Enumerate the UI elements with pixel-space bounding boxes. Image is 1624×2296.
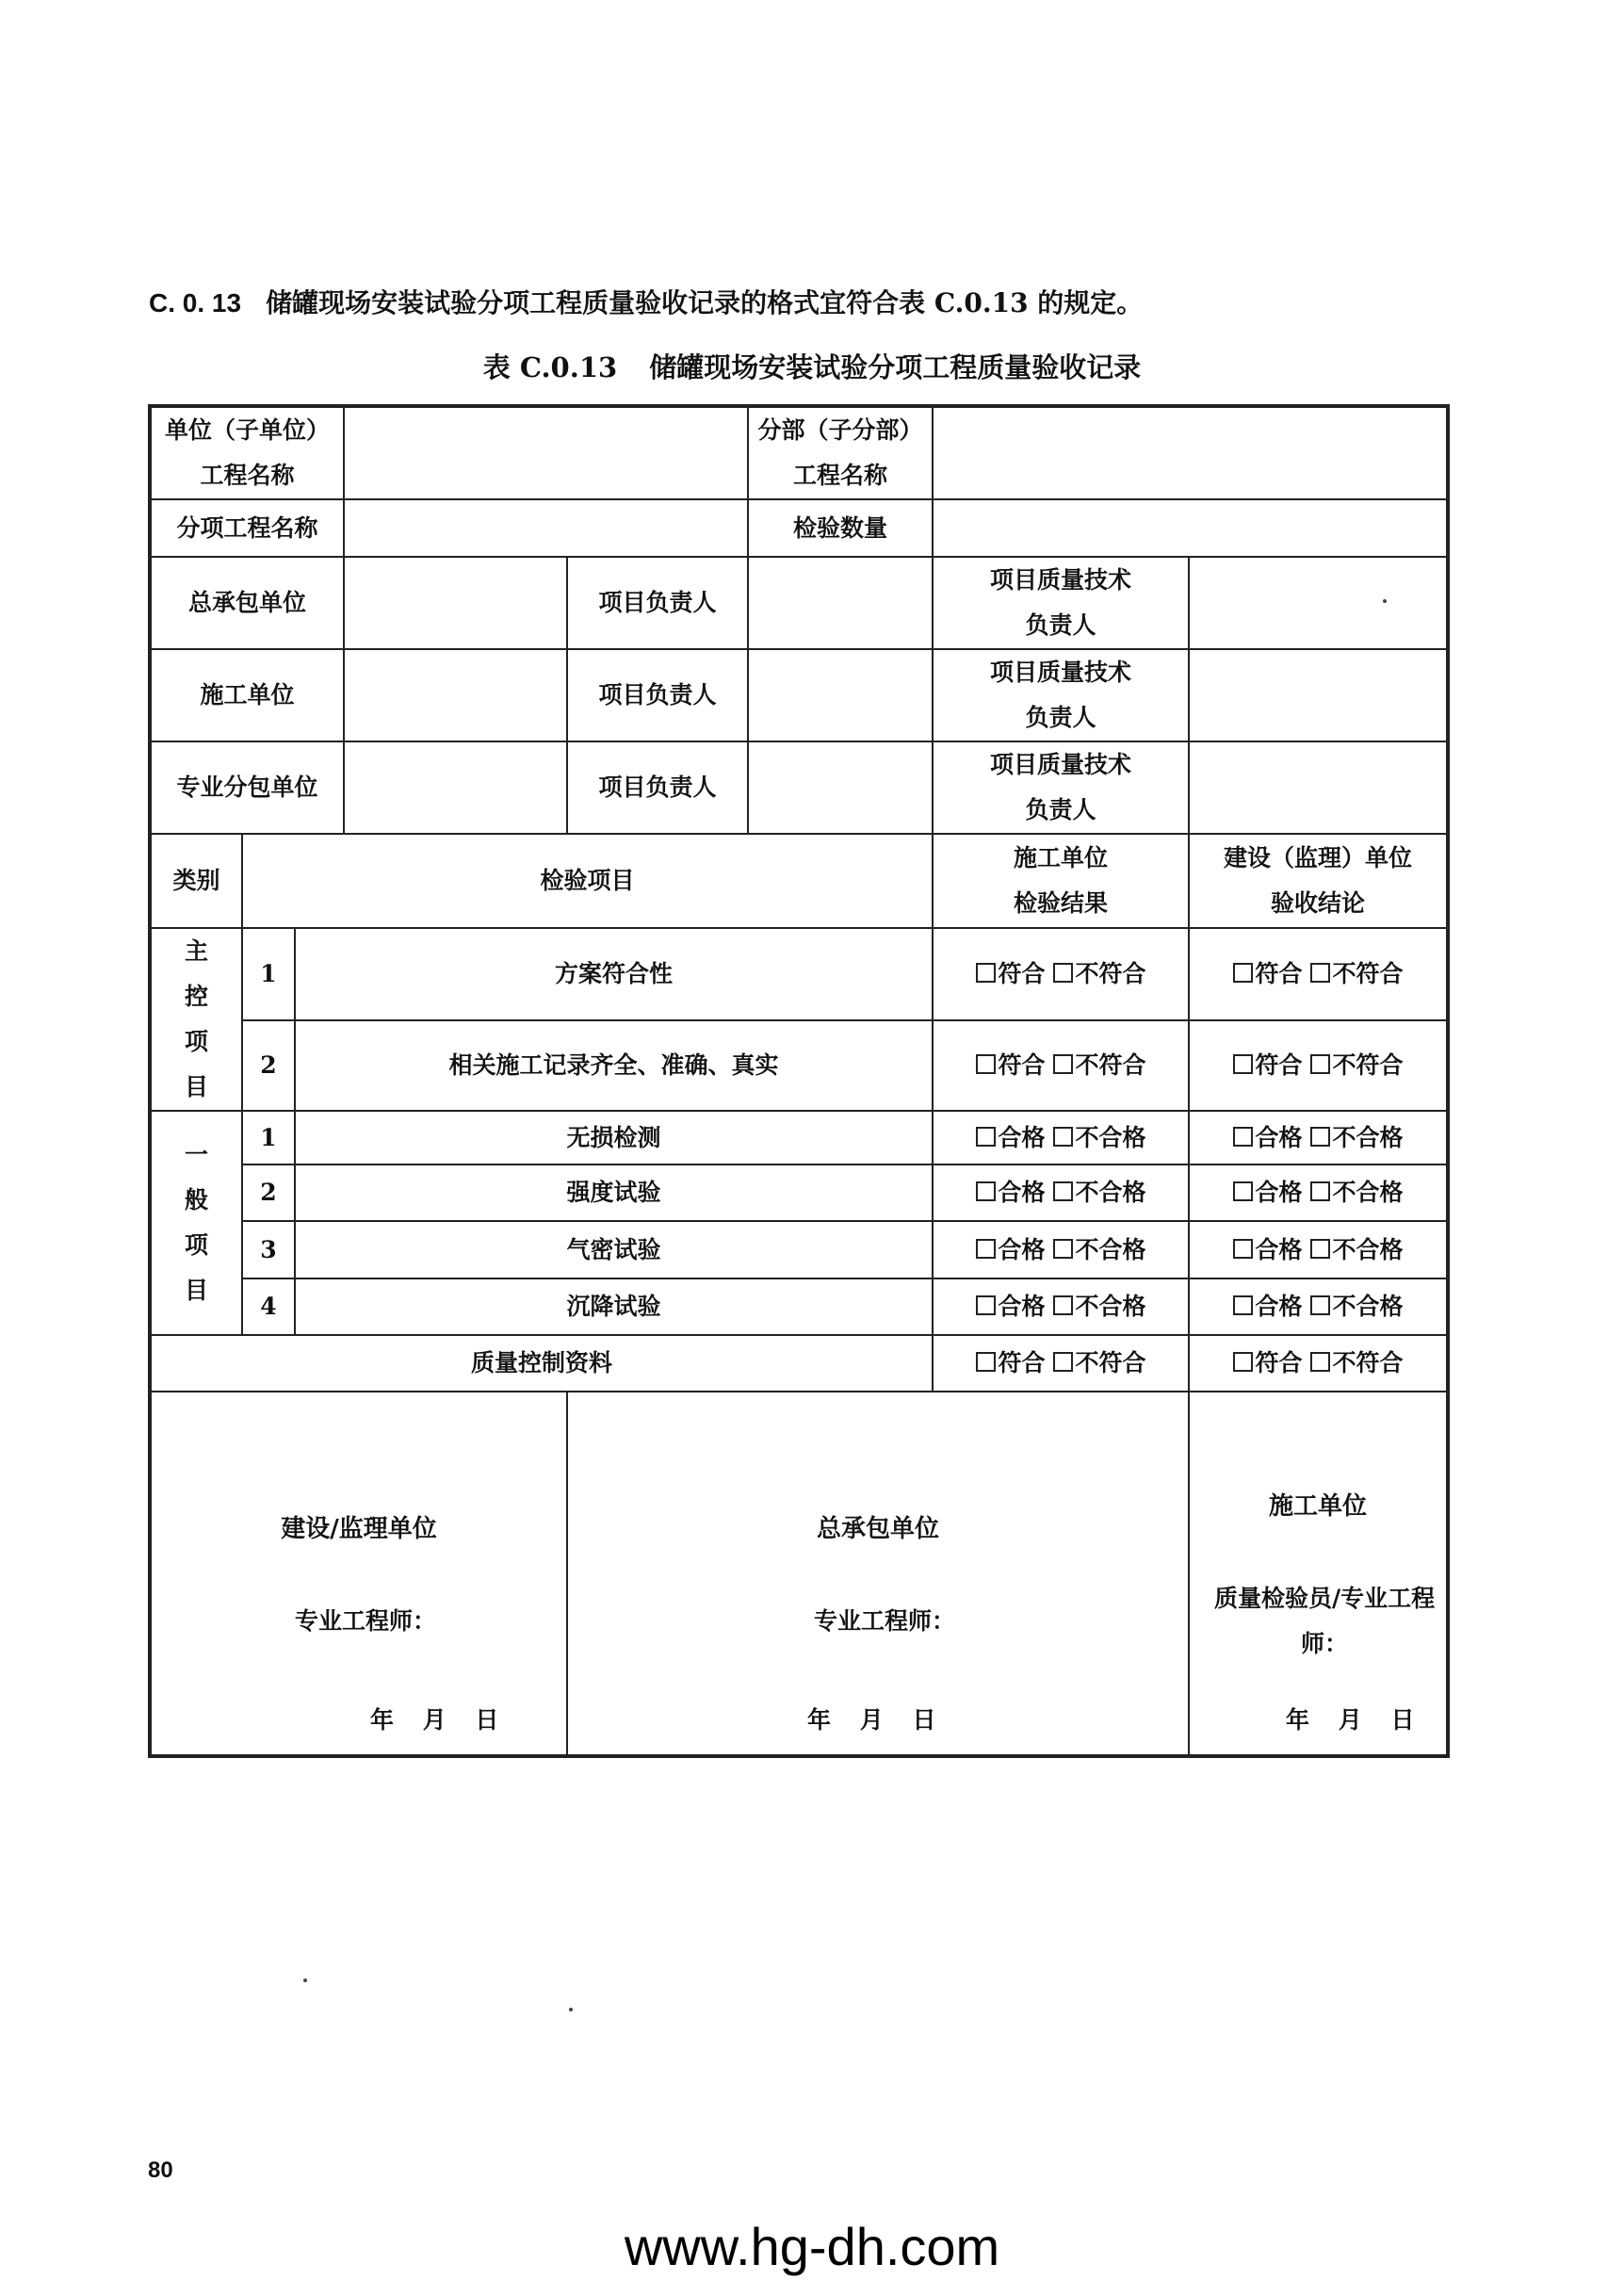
division-name-label: 分部（子分部） 工程名称 [748,406,933,499]
constructor-result-cell: 符合 不符合 [933,928,1189,1020]
checkbox-icon[interactable] [1053,963,1073,983]
table-title-text: 储罐现场安装试验分项工程质量验收记录 [649,351,1142,383]
scan-speck [1383,599,1387,603]
party-leader-value[interactable] [748,649,933,741]
quantity-label: 检验数量 [748,499,933,557]
party-qt-label: 项目质量技术 负责人 [933,557,1189,649]
signature-title: 总承包单位 [817,1515,940,1543]
checkbox-icon[interactable] [1310,1054,1330,1074]
unit-name-label: 单位（子单位） 工程名称 [150,406,344,499]
constructor-result-cell: 合格 不合格 [933,1278,1189,1335]
party-unit-value[interactable] [344,557,567,649]
party-leader-label: 项目负责人 [567,741,748,834]
checkbox-icon[interactable] [976,1239,996,1259]
watermark: www.hg-dh.com [624,2217,1000,2276]
constructor-result-cell: 符合 不符合 [933,1335,1189,1392]
checkbox-icon[interactable] [1053,1352,1073,1372]
item-name-label: 分项工程名称 [150,499,344,557]
party-qt-value[interactable] [1189,649,1448,741]
checkbox-icon[interactable] [1233,1239,1253,1259]
checkbox-icon[interactable] [1053,1181,1073,1201]
general-category: 一 般 项 目 [150,1111,242,1335]
party-unit-label: 总承包单位 [150,557,344,649]
signature-block-constructor[interactable] [1189,1392,1448,1756]
supervisor-conclusion-cell: 合格 不合格 [1189,1164,1448,1221]
party-unit-label: 专业分包单位 [150,741,344,834]
checkbox-icon[interactable] [1233,1181,1253,1201]
constructor-result-cell: 合格 不合格 [933,1164,1189,1221]
signature-title: 建设/监理单位 [281,1515,437,1543]
party-leader-label: 项目负责人 [567,649,748,741]
item-number: 3 [242,1221,295,1278]
signature-role: 质量检验员/专业工程师： [1213,1585,1436,1657]
constructor-result-cell: 符合 不符合 [933,1020,1189,1111]
signature-title: 施工单位 [1269,1492,1368,1521]
item-number: 4 [242,1278,295,1335]
scan-speck [569,2008,573,2011]
table-label: 表 C.0.13 [482,351,618,383]
signature-block-supervisor[interactable] [150,1392,567,1756]
table-title [0,347,1624,385]
checkbox-icon[interactable] [1053,1127,1073,1147]
checkbox-icon[interactable] [976,1054,996,1074]
supervisor-conclusion-cell: 符合 不符合 [1189,1020,1448,1111]
checkbox-icon[interactable] [1233,1295,1253,1315]
column-category: 类别 [150,834,242,928]
item-name: 相关施工记录齐全、准确、真实 [295,1020,933,1111]
column-inspection-item: 检验项目 [242,834,933,928]
checkbox-icon[interactable] [1053,1239,1073,1259]
item-number: 1 [242,928,295,1020]
item-name-value[interactable] [344,499,748,557]
checkbox-icon[interactable] [1233,963,1253,983]
supervisor-conclusion-cell: 符合 不符合 [1189,928,1448,1020]
party-qt-value[interactable] [1189,557,1448,649]
quality-docs-label: 质量控制资料 [150,1335,933,1392]
column-constructor-result: 施工单位 检验结果 [933,834,1189,928]
supervisor-conclusion-cell: 合格 不合格 [1189,1111,1448,1164]
checkbox-icon[interactable] [976,1127,996,1147]
unit-name-value[interactable] [344,406,748,499]
signature-role: 专业工程师： [814,1607,956,1635]
checkbox-icon[interactable] [976,963,996,983]
item-number: 2 [242,1164,295,1221]
signature-block-general-contractor[interactable] [567,1392,1189,1756]
checkbox-icon[interactable] [1310,1239,1330,1259]
item-name: 强度试验 [295,1164,933,1221]
constructor-result-cell: 合格 不合格 [933,1221,1189,1278]
party-unit-value[interactable] [344,741,567,834]
item-name: 气密试验 [295,1221,933,1278]
clause-paragraph [149,283,1143,320]
checkbox-icon[interactable] [1310,1352,1330,1372]
party-qt-value[interactable] [1189,741,1448,834]
signature-role: 专业工程师： [295,1607,437,1635]
clause-number: C. 0. 13 [149,288,242,318]
constructor-result-cell: 合格 不合格 [933,1111,1189,1164]
party-leader-value[interactable] [748,557,933,649]
checkbox-icon[interactable] [1310,1295,1330,1315]
supervisor-conclusion-cell: 符合 不符合 [1189,1335,1448,1392]
main-control-category: 主 控 项 目 [150,928,242,1111]
checkbox-icon[interactable] [1310,963,1330,983]
item-name: 无损检测 [295,1111,933,1164]
scan-speck [303,1978,307,1982]
checkbox-icon[interactable] [976,1295,996,1315]
signature-date: 年 月 日 [807,1706,938,1734]
party-leader-label: 项目负责人 [567,557,748,649]
supervisor-conclusion-cell: 合格 不合格 [1189,1278,1448,1335]
column-supervisor-conclusion: 建设（监理）单位 验收结论 [1189,834,1448,928]
item-number: 2 [242,1020,295,1111]
item-name: 沉降试验 [295,1278,933,1335]
checkbox-icon[interactable] [1053,1295,1073,1315]
party-unit-value[interactable] [344,649,567,741]
item-number: 1 [242,1111,295,1164]
division-name-value[interactable] [933,406,1448,499]
clause-text: 储罐现场安装试验分项工程质量验收记录的格式宜符合表 C.0.13 的规定。 [266,287,1144,318]
page-number: 80 [148,2158,173,2183]
quantity-value[interactable] [933,499,1448,557]
supervisor-conclusion-cell: 合格 不合格 [1189,1221,1448,1278]
checkbox-icon[interactable] [1233,1127,1253,1147]
signature-date: 年 月 日 [370,1706,501,1734]
checkbox-icon[interactable] [1310,1127,1330,1147]
item-name: 方案符合性 [295,928,933,1020]
checkbox-icon[interactable] [1233,1054,1253,1074]
acceptance-record-table [148,404,1450,1758]
party-qt-label: 项目质量技术 负责人 [933,649,1189,741]
checkbox-icon[interactable] [976,1352,996,1372]
party-qt-label: 项目质量技术 负责人 [933,741,1189,834]
checkbox-icon[interactable] [1310,1181,1330,1201]
signature-date: 年 月 日 [1286,1706,1417,1734]
checkbox-icon[interactable] [1053,1054,1073,1074]
checkbox-icon[interactable] [976,1181,996,1201]
party-unit-label: 施工单位 [150,649,344,741]
party-leader-value[interactable] [748,741,933,834]
checkbox-icon[interactable] [1233,1352,1253,1372]
